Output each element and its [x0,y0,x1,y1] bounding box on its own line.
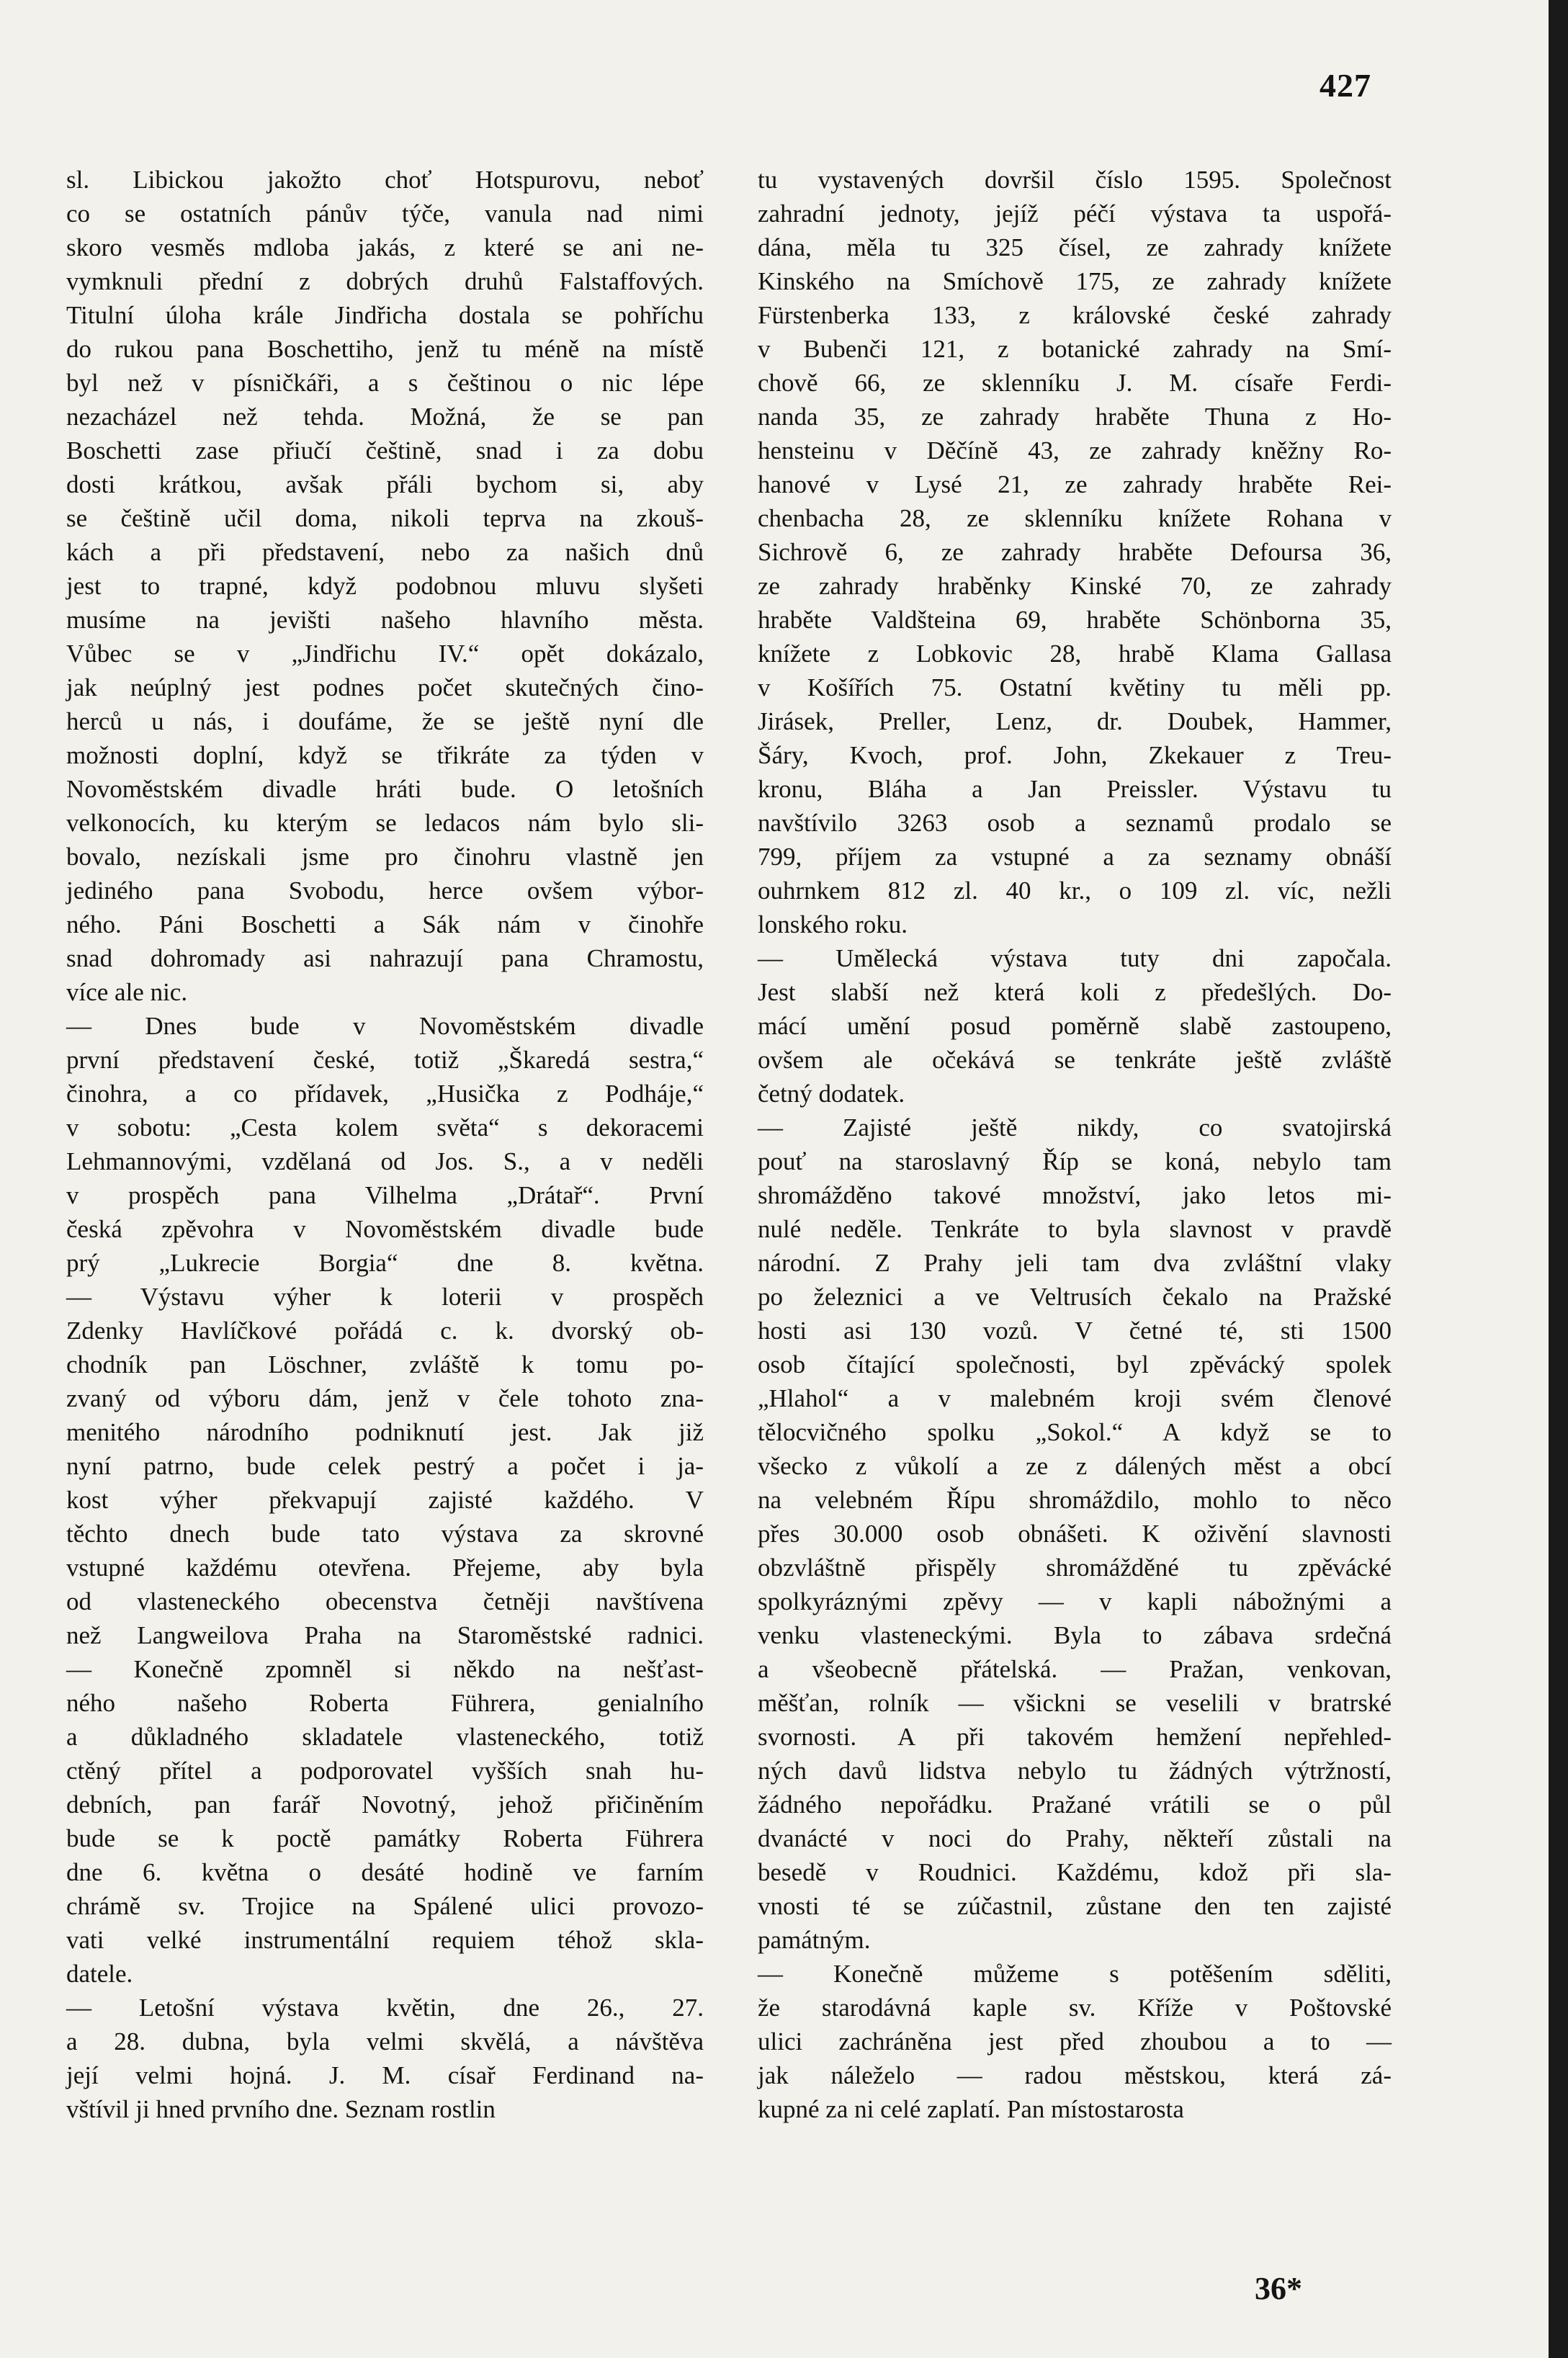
text-line: jediného pana Svobodu, herce ovšem výbor- [66,877,704,905]
text-line: než Langweilova Praha na Staroměstské radnici. [66,1621,704,1649]
text-line: památným. [758,1926,871,1954]
text-line: kost výher překvapují zajisté každého. V [66,1486,704,1514]
text-line: do rukou pana Boschettiho, jenž tu méně na místě [66,335,704,363]
text-line: prý „Lukrecie Borgia“ dne 8. května. [66,1249,704,1277]
text-line: ulici zachráněna jest před zhoubou a to — [758,2027,1392,2056]
text-line: Jest slabší než která koli z předešlých. Do- [758,978,1392,1006]
text-line: vati velké instrumentální requiem téhož skla- [66,1926,704,1954]
text-line: činohra, a co přídavek, „Husička z Podháje,“ [66,1080,704,1108]
text-line: četný dodatek. [758,1080,905,1108]
text-line: sl. Libickou jakožto choť Hotspurovu, neboť [66,166,704,194]
text-line: v prospěch pana Vilhelma „Drátař“. První [66,1181,704,1209]
text-line: nezacházel než tehda. Možná, že se pan [66,403,704,431]
text-line: vnosti té se zúčastnil, zůstane den ten zajisté [758,1892,1392,1920]
text-line: vstupné každému otevřena. Přejeme, aby byla [66,1554,704,1582]
text-line: nulé neděle. Tenkráte to byla slavnost v pravdě [758,1215,1392,1243]
text-line: dne 6. května o desáté hodině ve farním [66,1858,704,1886]
text-line: jest to trapné, když podobnou mluvu slyšeti [66,572,704,600]
text-line: první představení české, totiž „Škaredá sestra,“ [66,1046,704,1074]
text-line: Kinského na Smíchově 175, ze zahrady knížete [758,267,1392,295]
text-line: zahradní jednoty, jejíž péčí výstava ta uspořá- [758,200,1392,228]
text-line: kronu, Bláha a Jan Preissler. Výstavu tu [758,775,1392,803]
text-line: ných davů lidstva nebylo tu žádných výtržností, [758,1757,1392,1785]
text-line: venku vlasteneckými. Byla to zábava srdečná [758,1621,1392,1649]
left-text-column [66,163,704,2126]
text-line: Novoměstském divadle hráti bude. O letošních [66,775,704,803]
text-line: ovšem ale očekává se tenkráte ještě zvláště [758,1046,1392,1074]
text-line: Fürstenberka 133, z královské české zahrady [758,301,1392,329]
text-line: a 28. dubna, byla velmi skvělá, a návštěva [66,2027,704,2056]
text-line: bude se k poctě památky Roberta Führera [66,1824,704,1852]
text-line: chodník pan Löschner, zvláště k tomu po- [66,1350,704,1379]
text-line: ctěný přítel a podporovatel vyšších snah hu- [66,1757,704,1785]
text-line: ného. Páni Boschetti a Sák nám v činohře [66,910,704,938]
text-line: její velmi hojná. J. M. císař Ferdinand na- [66,2061,704,2089]
text-line: — Letošní výstava květin, dne 26., 27. [66,1994,704,2022]
text-line: Titulní úloha krále Jindřicha dostala se pohříchu [66,301,704,329]
text-line: co se ostatních pánův týče, vanula nad nimi [66,200,704,228]
text-line: velkonocích, ku kterým se ledacos nám bylo sli- [66,809,704,837]
text-line: hanové v Lysé 21, ze zahrady hraběte Rei- [758,470,1392,498]
text-line: byl než v písničkáři, a s češtinou o nic lépe [66,369,704,397]
text-line: ouhrnkem 812 zl. 40 kr., o 109 zl. víc, nežli [758,877,1392,905]
text-line: — Konečně zpomněl si někdo na nešťast- [66,1655,704,1683]
text-line: Boschetti zase přiučí češtině, snad i za dobu [66,436,704,465]
text-line: mácí umění posud poměrně slabě zastoupeno, [758,1012,1392,1040]
text-line: od vlasteneckého obecenstva četněji navštívena [66,1587,704,1615]
text-line: Jirásek, Preller, Lenz, dr. Doubek, Hammer, [758,707,1392,735]
text-line: a všeobecně přátelská. — Pražan, venkovan, [758,1655,1392,1683]
text-line: vštívil ji hned prvního dne. Seznam rostlin [66,2095,496,2123]
text-line: chrámě sv. Trojice na Spálené ulici provozo- [66,1892,704,1920]
text-line: po železnici a ve Veltrusích čekalo na Pražské [758,1283,1392,1311]
text-line: Zdenky Havlíčkové pořádá c. k. dvorský ob- [66,1317,704,1345]
text-line: dosti krátkou, avšak přáli bychom si, aby [66,470,704,498]
text-line: skoro vesměs mdloba jakás, z které se ani ne- [66,233,704,261]
text-line: chenbacha 28, ze sklenníku knížete Rohana v [758,504,1392,532]
text-line: — Konečně můžeme s potěšením sděliti, [758,1960,1392,1988]
text-line: debních, pan farář Novotný, jehož přičiněním [66,1790,704,1819]
text-line: dána, měla tu 325 čísel, ze zahrady knížete [758,233,1392,261]
text-line: vymknuli přední z dobrých druhů Falstaffových. [66,267,704,295]
text-line: tu vystavených dovršil číslo 1595. Společnost [758,166,1392,194]
text-line: zvaný od výboru dám, jenž v čele tohoto zna- [66,1384,704,1412]
text-line: musíme na jevišti našeho hlavního města. [66,606,704,634]
text-line: hosti asi 130 vozů. V četné té, sti 1500 [758,1317,1392,1345]
text-line: národní. Z Prahy jeli tam dva zvláštní vlaky [758,1249,1392,1277]
text-line: hensteinu v Děčíně 43, ze zahrady kněžny Ro- [758,436,1392,465]
text-line: kách a při představení, nebo za našich dnů [66,538,704,566]
text-line: pouť na staroslavný Říp se koná, nebylo tam [758,1147,1392,1175]
text-line: navštívilo 3263 osob a seznamů prodalo se [758,809,1392,837]
text-line: dvanácté v noci do Prahy, někteří zůstali na [758,1824,1392,1852]
text-line: ného našeho Roberta Führera, genialního [66,1689,704,1717]
text-line: besedě v Roudnici. Každému, kdož při sla- [758,1858,1392,1886]
text-line: lonského roku. [758,910,908,938]
text-line: česká zpěvohra v Novoměstském divadle bude [66,1215,704,1243]
text-line: svornosti. A při takovém hemžení nepřehled- [758,1723,1392,1751]
text-line: snad dohromady asi nahrazují pana Chramostu, [66,944,704,972]
text-line: Šáry, Kvoch, prof. John, Zkekauer z Treu- [758,741,1392,769]
text-line: Vůbec se v „Jindřichu IV.“ opět dokázalo, [66,640,704,668]
text-line: tělocvičného spolku „Sokol.“ A když se to [758,1418,1392,1446]
text-line: „Hlahol“ a v malebném kroji svém členové [758,1384,1392,1412]
text-line: bovalo, nezískali jsme pro činohru vlastně jen [66,843,704,871]
text-line: — Výstavu výher k loterii v prospěch [66,1283,704,1311]
text-line: na velebném Řípu shromáždilo, mohlo to něco [758,1486,1392,1514]
text-line: se češtině učil doma, nikoli teprva na zkouš- [66,504,704,532]
text-line: všecko z vůkolí a ze z dálených měst a obcí [758,1452,1392,1480]
right-text-column [758,163,1392,2126]
text-line: menitého národního podniknutí jest. Jak již [66,1418,704,1446]
text-line: 799, příjem za vstupné a za seznamy obnáší [758,843,1392,871]
text-line: měšťan, rolník — všickni se veselili v bratrské [758,1689,1392,1717]
text-line: možnosti doplní, když se třikráte za týden v [66,741,704,769]
text-line: knížete z Lobkovic 28, hrabě Klama Gallasa [758,640,1392,668]
text-line: shromážděno takové množství, jako letos mi- [758,1181,1392,1209]
text-line: v sobotu: „Cesta kolem světa“ s dekoracemi [66,1113,704,1142]
text-line: chově 66, ze sklenníku J. M. císaře Ferdi- [758,369,1392,397]
text-line: nyní patrno, bude celek pestrý a počet i ja- [66,1452,704,1480]
text-line: nanda 35, ze zahrady hraběte Thuna z Ho- [758,403,1392,431]
text-line: ze zahrady hraběnky Kinské 70, ze zahrady [758,572,1392,600]
text-line: v Bubenči 121, z botanické zahrady na Smí- [758,335,1392,363]
text-line: spolkyráznými zpěvy — v kapli nábožnými a [758,1587,1392,1615]
page-number: 427 [1320,67,1371,104]
text-line: kupné za ni celé zaplatí. Pan místostarosta [758,2095,1184,2123]
text-line: Sichrově 6, ze zahrady hraběte Defoursa 36, [758,538,1392,566]
signature-mark: 36* [1255,2271,1302,2306]
text-line: více ale nic. [66,978,188,1006]
text-line: žádného nepořádku. Pražané vrátili se o půl [758,1790,1392,1819]
text-line: herců u nás, i doufáme, že se ještě nyní dle [66,707,704,735]
text-line: jak náleželo — radou městskou, která zá- [758,2061,1392,2089]
text-line: a důkladného skladatele vlasteneckého, totiž [66,1723,704,1751]
text-line: přes 30.000 osob obnášeti. K oživění slavnosti [758,1520,1392,1548]
text-line: jak neúplný jest podnes počet skutečných čino- [66,673,704,701]
text-line: v Košířích 75. Ostatní květiny tu měli pp. [758,673,1392,701]
text-line: osob čítající společnosti, byl zpěvácký spolek [758,1350,1392,1379]
text-line: hraběte Valdšteina 69, hraběte Schönborna 35, [758,606,1392,634]
text-line: obzvláštně přispěly shromážděné tu zpěvácké [758,1554,1392,1582]
text-line: — Umělecká výstava tuty dni započala. [758,944,1392,972]
text-line: — Dnes bude v Novoměstském divadle [66,1012,704,1040]
text-line: — Zajisté ještě nikdy, co svatojirská [758,1113,1392,1142]
text-line: že starodávná kaple sv. Kříže v Poštovské [758,1994,1392,2022]
text-line: datele. [66,1960,133,1988]
text-line: těchto dnech bude tato výstava za skrovné [66,1520,704,1548]
text-line: Lehmannovými, vzdělaná od Jos. S., a v neděli [66,1147,704,1175]
